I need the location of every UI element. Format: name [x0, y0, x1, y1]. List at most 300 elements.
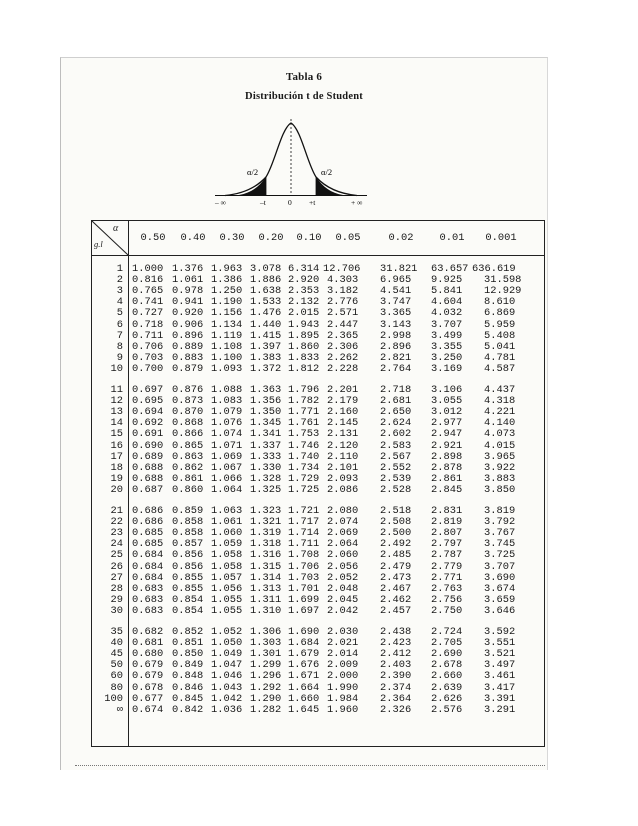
value-cell: 2.145	[327, 417, 359, 430]
df-cell: 60	[110, 670, 123, 683]
value-cell: 2.056	[327, 560, 359, 573]
value-cell: 1.415	[250, 329, 282, 342]
value-cell: 4.303	[327, 274, 359, 287]
value-cell: 3.965	[484, 450, 516, 463]
value-cell: 2.132	[288, 296, 320, 309]
value-cell: 0.858	[172, 516, 204, 529]
value-cell: 12.929	[484, 285, 522, 298]
value-cell: 2.756	[431, 593, 463, 606]
value-cell: 0.845	[172, 692, 204, 705]
value-cell: 2.878	[431, 461, 463, 474]
value-cell: 2.690	[431, 648, 463, 661]
value-cell: 1.059	[211, 538, 243, 551]
value-cell: 0.854	[172, 593, 204, 606]
value-cell: 0.862	[172, 461, 204, 474]
value-cell: 8.610	[484, 296, 516, 309]
value-cell: 2.576	[431, 703, 463, 716]
df-cell: 35	[110, 626, 123, 638]
value-cell: 1.833	[288, 351, 320, 364]
value-cell: 3.592	[484, 626, 516, 638]
t-table	[91, 220, 545, 747]
value-cell: 3.747	[380, 296, 412, 309]
value-cell: 2.160	[327, 406, 359, 419]
df-cell: 19	[110, 472, 123, 485]
df-column-divider	[128, 221, 129, 746]
value-cell: 2.921	[431, 439, 463, 452]
value-cell: 0.703	[132, 351, 164, 364]
df-cell: 9	[116, 351, 123, 364]
value-cell: 1.325	[250, 483, 282, 496]
value-cell: 1.895	[288, 329, 320, 342]
value-cell: 1.316	[250, 549, 282, 562]
scanned-page	[60, 57, 548, 770]
value-cell: 2.705	[431, 637, 463, 650]
value-cell: 2.779	[431, 560, 463, 573]
value-cell: 0.711	[132, 329, 164, 342]
value-cell: 2.998	[380, 329, 412, 342]
df-cell: 80	[110, 681, 123, 694]
value-cell: 2.364	[380, 692, 412, 705]
value-cell: 2.552	[380, 461, 412, 474]
value-cell: 3.646	[484, 604, 516, 617]
value-cell: 2.861	[431, 472, 463, 485]
value-cell: 1.753	[288, 428, 320, 441]
value-cell: 2.052	[327, 571, 359, 584]
value-cell: 2.030	[327, 626, 359, 638]
value-cell: 3.767	[484, 527, 516, 540]
value-cell: 1.310	[250, 604, 282, 617]
value-cell: 636.619	[472, 263, 516, 275]
value-cell: 1.055	[211, 593, 243, 606]
df-cell: 7	[116, 329, 123, 342]
value-cell: 0.856	[172, 560, 204, 573]
value-cell: 2.518	[380, 505, 412, 517]
value-cell: 2.508	[380, 516, 412, 529]
value-cell: 0.859	[172, 505, 204, 517]
value-cell: 2.131	[327, 428, 359, 441]
value-cell: 2.776	[327, 296, 359, 309]
value-cell: 2.763	[431, 582, 463, 595]
value-cell: 1.323	[250, 505, 282, 517]
value-cell: 3.497	[484, 659, 516, 672]
value-cell: 0.692	[132, 417, 164, 430]
df-cell: 50	[110, 659, 123, 672]
value-cell: 2.845	[431, 483, 463, 496]
value-cell: 1.315	[250, 560, 282, 573]
value-cell: 1.660	[288, 692, 320, 705]
value-cell: 3.690	[484, 571, 516, 584]
value-cell: 0.691	[132, 428, 164, 441]
value-cell: 1.440	[250, 318, 282, 331]
value-cell: 2.080	[327, 505, 359, 517]
value-cell: 1.049	[211, 648, 243, 661]
value-cell: 0.866	[172, 428, 204, 441]
value-cell: 1.067	[211, 461, 243, 474]
alpha-header: 0.50	[140, 232, 166, 244]
value-cell: 1.960	[327, 703, 359, 716]
value-cell: 0.678	[132, 681, 164, 694]
value-cell: 2.110	[327, 450, 359, 463]
value-cell: 5.959	[484, 318, 516, 331]
df-cell: 30	[110, 604, 123, 617]
value-cell: 1.318	[250, 538, 282, 551]
value-cell: 6.869	[484, 307, 516, 320]
value-cell: 2.650	[380, 406, 412, 419]
df-cell: 20	[110, 483, 123, 496]
df-cell: 17	[110, 450, 123, 463]
value-cell: 2.228	[327, 362, 359, 375]
value-cell: 31.821	[380, 263, 418, 275]
value-cell: 2.045	[327, 593, 359, 606]
value-cell: 1.333	[250, 450, 282, 463]
value-cell: 0.856	[172, 549, 204, 562]
value-cell: 1.761	[288, 417, 320, 430]
df-cell: 45	[110, 648, 123, 661]
value-cell: 2.353	[288, 285, 320, 298]
df-cell: 29	[110, 593, 123, 606]
value-cell: 1.699	[288, 593, 320, 606]
value-cell: 3.250	[431, 351, 463, 364]
value-cell: 1.886	[250, 274, 282, 287]
value-cell: 1.301	[250, 648, 282, 661]
value-cell: 2.467	[380, 582, 412, 595]
value-cell: 1.671	[288, 670, 320, 683]
value-cell: 4.587	[484, 362, 516, 375]
value-cell: 3.521	[484, 648, 516, 661]
value-cell: 2.447	[327, 318, 359, 331]
value-cell: 1.071	[211, 439, 243, 452]
value-cell: 1.088	[211, 384, 243, 396]
value-cell: 0.852	[172, 626, 204, 638]
value-cell: 2.069	[327, 527, 359, 540]
value-cell: 4.073	[484, 428, 516, 441]
df-cell: 22	[110, 516, 123, 529]
value-cell: 1.282	[250, 703, 282, 716]
value-cell: 0.855	[172, 571, 204, 584]
value-cell: 2.390	[380, 670, 412, 683]
value-cell: 0.851	[172, 637, 204, 650]
value-cell: 2.920	[288, 274, 320, 287]
value-cell: 2.048	[327, 582, 359, 595]
df-cell: 100	[104, 692, 123, 705]
value-cell: 1.676	[288, 659, 320, 672]
value-cell: 0.865	[172, 439, 204, 452]
alpha-header: 0.05	[335, 232, 361, 244]
df-cell: ∞	[116, 703, 123, 716]
corner-alpha-label: α	[113, 223, 119, 234]
value-cell: 1.706	[288, 560, 320, 573]
value-cell: 1.190	[211, 296, 243, 309]
value-cell: 2.492	[380, 538, 412, 551]
value-cell: 1.330	[250, 461, 282, 474]
value-cell: 3.922	[484, 461, 516, 474]
value-cell: 2.064	[327, 538, 359, 551]
value-cell: 3.674	[484, 582, 516, 595]
value-cell: 1.725	[288, 483, 320, 496]
value-cell: 1.963	[211, 263, 243, 275]
value-cell: 4.221	[484, 406, 516, 419]
value-cell: 3.707	[484, 560, 516, 573]
value-cell: 0.850	[172, 648, 204, 661]
value-cell: 2.326	[380, 703, 412, 716]
value-cell: 4.318	[484, 395, 516, 408]
value-cell: 1.328	[250, 472, 282, 485]
value-cell: 0.846	[172, 681, 204, 694]
df-cell: 15	[110, 428, 123, 441]
value-cell: 0.686	[132, 516, 164, 529]
value-cell: 2.787	[431, 549, 463, 562]
value-cell: 3.745	[484, 538, 516, 551]
df-cell: 26	[110, 560, 123, 573]
value-cell: 1.734	[288, 461, 320, 474]
value-cell: 0.690	[132, 439, 164, 452]
value-cell: 1.156	[211, 307, 243, 320]
value-cell: 0.855	[172, 582, 204, 595]
value-cell: 1.717	[288, 516, 320, 529]
value-cell: 3.182	[327, 285, 359, 298]
value-cell: 3.659	[484, 593, 516, 606]
df-cell: 40	[110, 637, 123, 650]
value-cell: 0.883	[172, 351, 204, 364]
value-cell: 0.920	[172, 307, 204, 320]
corner-diagonal	[92, 221, 128, 255]
value-cell: 1.047	[211, 659, 243, 672]
value-cell: 2.365	[327, 329, 359, 342]
value-cell: 0.842	[172, 703, 204, 716]
value-cell: 1.363	[250, 384, 282, 396]
value-cell: 4.140	[484, 417, 516, 430]
value-cell: 4.015	[484, 439, 516, 452]
value-cell: 2.539	[380, 472, 412, 485]
value-cell: 0.858	[172, 527, 204, 540]
value-cell: 3.106	[431, 384, 463, 396]
value-cell: 1.119	[211, 329, 243, 342]
value-cell: 0.941	[172, 296, 204, 309]
value-cell: 1.319	[250, 527, 282, 540]
df-cell: 11	[110, 384, 123, 396]
value-cell: 1.812	[288, 362, 320, 375]
value-cell: 3.391	[484, 692, 516, 705]
df-cell: 24	[110, 538, 123, 551]
value-cell: 3.291	[484, 703, 516, 716]
value-cell: 1.250	[211, 285, 243, 298]
value-cell: 2.179	[327, 395, 359, 408]
value-cell: 1.708	[288, 549, 320, 562]
table-title: Tabla 6	[285, 71, 323, 83]
value-cell: 1.056	[211, 582, 243, 595]
value-cell: 2.201	[327, 384, 359, 396]
value-cell: 2.120	[327, 439, 359, 452]
value-cell: 2.819	[431, 516, 463, 529]
value-cell: 1.356	[250, 395, 282, 408]
value-cell: 0.863	[172, 450, 204, 463]
value-cell: 1.345	[250, 417, 282, 430]
axis-label-minus-inf: – ∞	[215, 198, 226, 206]
value-cell: 1.306	[250, 626, 282, 638]
value-cell: 0.706	[132, 340, 164, 353]
value-cell: 2.771	[431, 571, 463, 584]
value-cell: 1.000	[132, 263, 164, 275]
value-cell: 1.984	[327, 692, 359, 705]
value-cell: 5.841	[431, 285, 463, 298]
value-cell: 1.299	[250, 659, 282, 672]
value-cell: 1.074	[211, 428, 243, 441]
value-cell: 3.143	[380, 318, 412, 331]
value-cell: 0.679	[132, 670, 164, 683]
value-cell: 2.831	[431, 505, 463, 517]
value-cell: 2.014	[327, 648, 359, 661]
value-cell: 2.807	[431, 527, 463, 540]
value-cell: 2.438	[380, 626, 412, 638]
value-cell: 2.500	[380, 527, 412, 540]
value-cell: 2.624	[380, 417, 412, 430]
value-cell: 1.055	[211, 604, 243, 617]
value-cell: 2.093	[327, 472, 359, 485]
df-cell: 10	[110, 362, 123, 375]
value-cell: 0.876	[172, 384, 204, 396]
value-cell: 0.868	[172, 417, 204, 430]
value-cell: 0.697	[132, 384, 164, 396]
value-cell: 2.485	[380, 549, 412, 562]
value-cell: 0.848	[172, 670, 204, 683]
value-cell: 1.337	[250, 439, 282, 452]
value-cell: 1.050	[211, 637, 243, 650]
value-cell: 1.341	[250, 428, 282, 441]
value-cell: 3.707	[431, 318, 463, 331]
t-distribution-figure	[211, 113, 371, 206]
value-cell: 1.701	[288, 582, 320, 595]
value-cell: 2.060	[327, 549, 359, 562]
df-cell: 12	[110, 395, 123, 408]
value-cell: 1.690	[288, 626, 320, 638]
value-cell: 2.571	[327, 307, 359, 320]
df-cell: 16	[110, 439, 123, 452]
value-cell: 0.765	[132, 285, 164, 298]
value-cell: 2.457	[380, 604, 412, 617]
value-cell: 1.292	[250, 681, 282, 694]
value-cell: 1.061	[172, 274, 204, 287]
value-cell: 2.086	[327, 483, 359, 496]
value-cell: 0.677	[132, 692, 164, 705]
value-cell: 3.725	[484, 549, 516, 562]
value-cell: 2.898	[431, 450, 463, 463]
value-cell: 1.057	[211, 571, 243, 584]
alpha-header: 0.40	[180, 232, 206, 244]
value-cell: 2.306	[327, 340, 359, 353]
value-cell: 2.583	[380, 439, 412, 452]
value-cell: 2.977	[431, 417, 463, 430]
value-cell: 3.883	[484, 472, 516, 485]
value-cell: 1.729	[288, 472, 320, 485]
value-cell: 1.290	[250, 692, 282, 705]
value-cell: 0.896	[172, 329, 204, 342]
value-cell: 2.479	[380, 560, 412, 573]
value-cell: 0.689	[132, 450, 164, 463]
header-row	[92, 221, 544, 256]
value-cell: 0.857	[172, 538, 204, 551]
value-cell: 1.069	[211, 450, 243, 463]
value-cell: 0.718	[132, 318, 164, 331]
value-cell: 1.740	[288, 450, 320, 463]
value-cell: 2.602	[380, 428, 412, 441]
value-cell: 3.792	[484, 516, 516, 529]
value-cell: 0.906	[172, 318, 204, 331]
value-cell: 1.100	[211, 351, 243, 364]
value-cell: 1.771	[288, 406, 320, 419]
value-cell: 2.074	[327, 516, 359, 529]
value-cell: 1.046	[211, 670, 243, 683]
df-cell: 6	[116, 318, 123, 331]
value-cell: 1.943	[288, 318, 320, 331]
value-cell: 2.412	[380, 648, 412, 661]
df-cell: 14	[110, 417, 123, 430]
value-cell: 1.990	[327, 681, 359, 694]
value-cell: 1.860	[288, 340, 320, 353]
value-cell: 0.816	[132, 274, 164, 287]
value-cell: 0.674	[132, 703, 164, 716]
value-cell: 2.000	[327, 670, 359, 683]
value-cell: 0.684	[132, 571, 164, 584]
value-cell: 0.683	[132, 593, 164, 606]
value-cell: 1.703	[288, 571, 320, 584]
df-cell: 8	[116, 340, 123, 353]
value-cell: 3.365	[380, 307, 412, 320]
value-cell: 0.686	[132, 505, 164, 517]
value-cell: 1.060	[211, 527, 243, 540]
value-cell: 2.681	[380, 395, 412, 408]
corner-df-label: g.l	[94, 239, 103, 249]
value-cell: 1.664	[288, 681, 320, 694]
value-cell: 2.462	[380, 593, 412, 606]
value-cell: 4.032	[431, 307, 463, 320]
value-cell: 0.685	[132, 538, 164, 551]
df-cell: 21	[110, 505, 123, 517]
value-cell: 12.706	[323, 263, 361, 275]
value-cell: 1.796	[288, 384, 320, 396]
value-cell: 3.169	[431, 362, 463, 375]
df-cell: 18	[110, 461, 123, 474]
value-cell: 3.850	[484, 483, 516, 496]
value-cell: 1.058	[211, 549, 243, 562]
value-cell: 1.372	[250, 362, 282, 375]
value-cell: 0.695	[132, 395, 164, 408]
value-cell: 0.680	[132, 648, 164, 661]
value-cell: 3.078	[250, 263, 282, 275]
value-cell: 3.417	[484, 681, 516, 694]
value-cell: 0.679	[132, 659, 164, 672]
value-cell: 3.012	[431, 406, 463, 419]
value-cell: 0.860	[172, 483, 204, 496]
df-cell: 23	[110, 527, 123, 540]
value-cell: 0.682	[132, 626, 164, 638]
value-cell: 2.423	[380, 637, 412, 650]
alpha-header: 0.10	[296, 232, 322, 244]
value-cell: 1.058	[211, 560, 243, 573]
value-cell: 1.638	[250, 285, 282, 298]
value-cell: 0.879	[172, 362, 204, 375]
scan-edge-noise	[75, 765, 545, 769]
value-cell: 1.052	[211, 626, 243, 638]
value-cell: 2.797	[431, 538, 463, 551]
value-cell: 2.626	[431, 692, 463, 705]
value-cell: 1.533	[250, 296, 282, 309]
value-cell: 2.021	[327, 637, 359, 650]
value-cell: 0.700	[132, 362, 164, 375]
alpha-header: 0.20	[258, 232, 284, 244]
value-cell: 2.374	[380, 681, 412, 694]
value-cell: 2.724	[431, 626, 463, 638]
value-cell: 0.849	[172, 659, 204, 672]
